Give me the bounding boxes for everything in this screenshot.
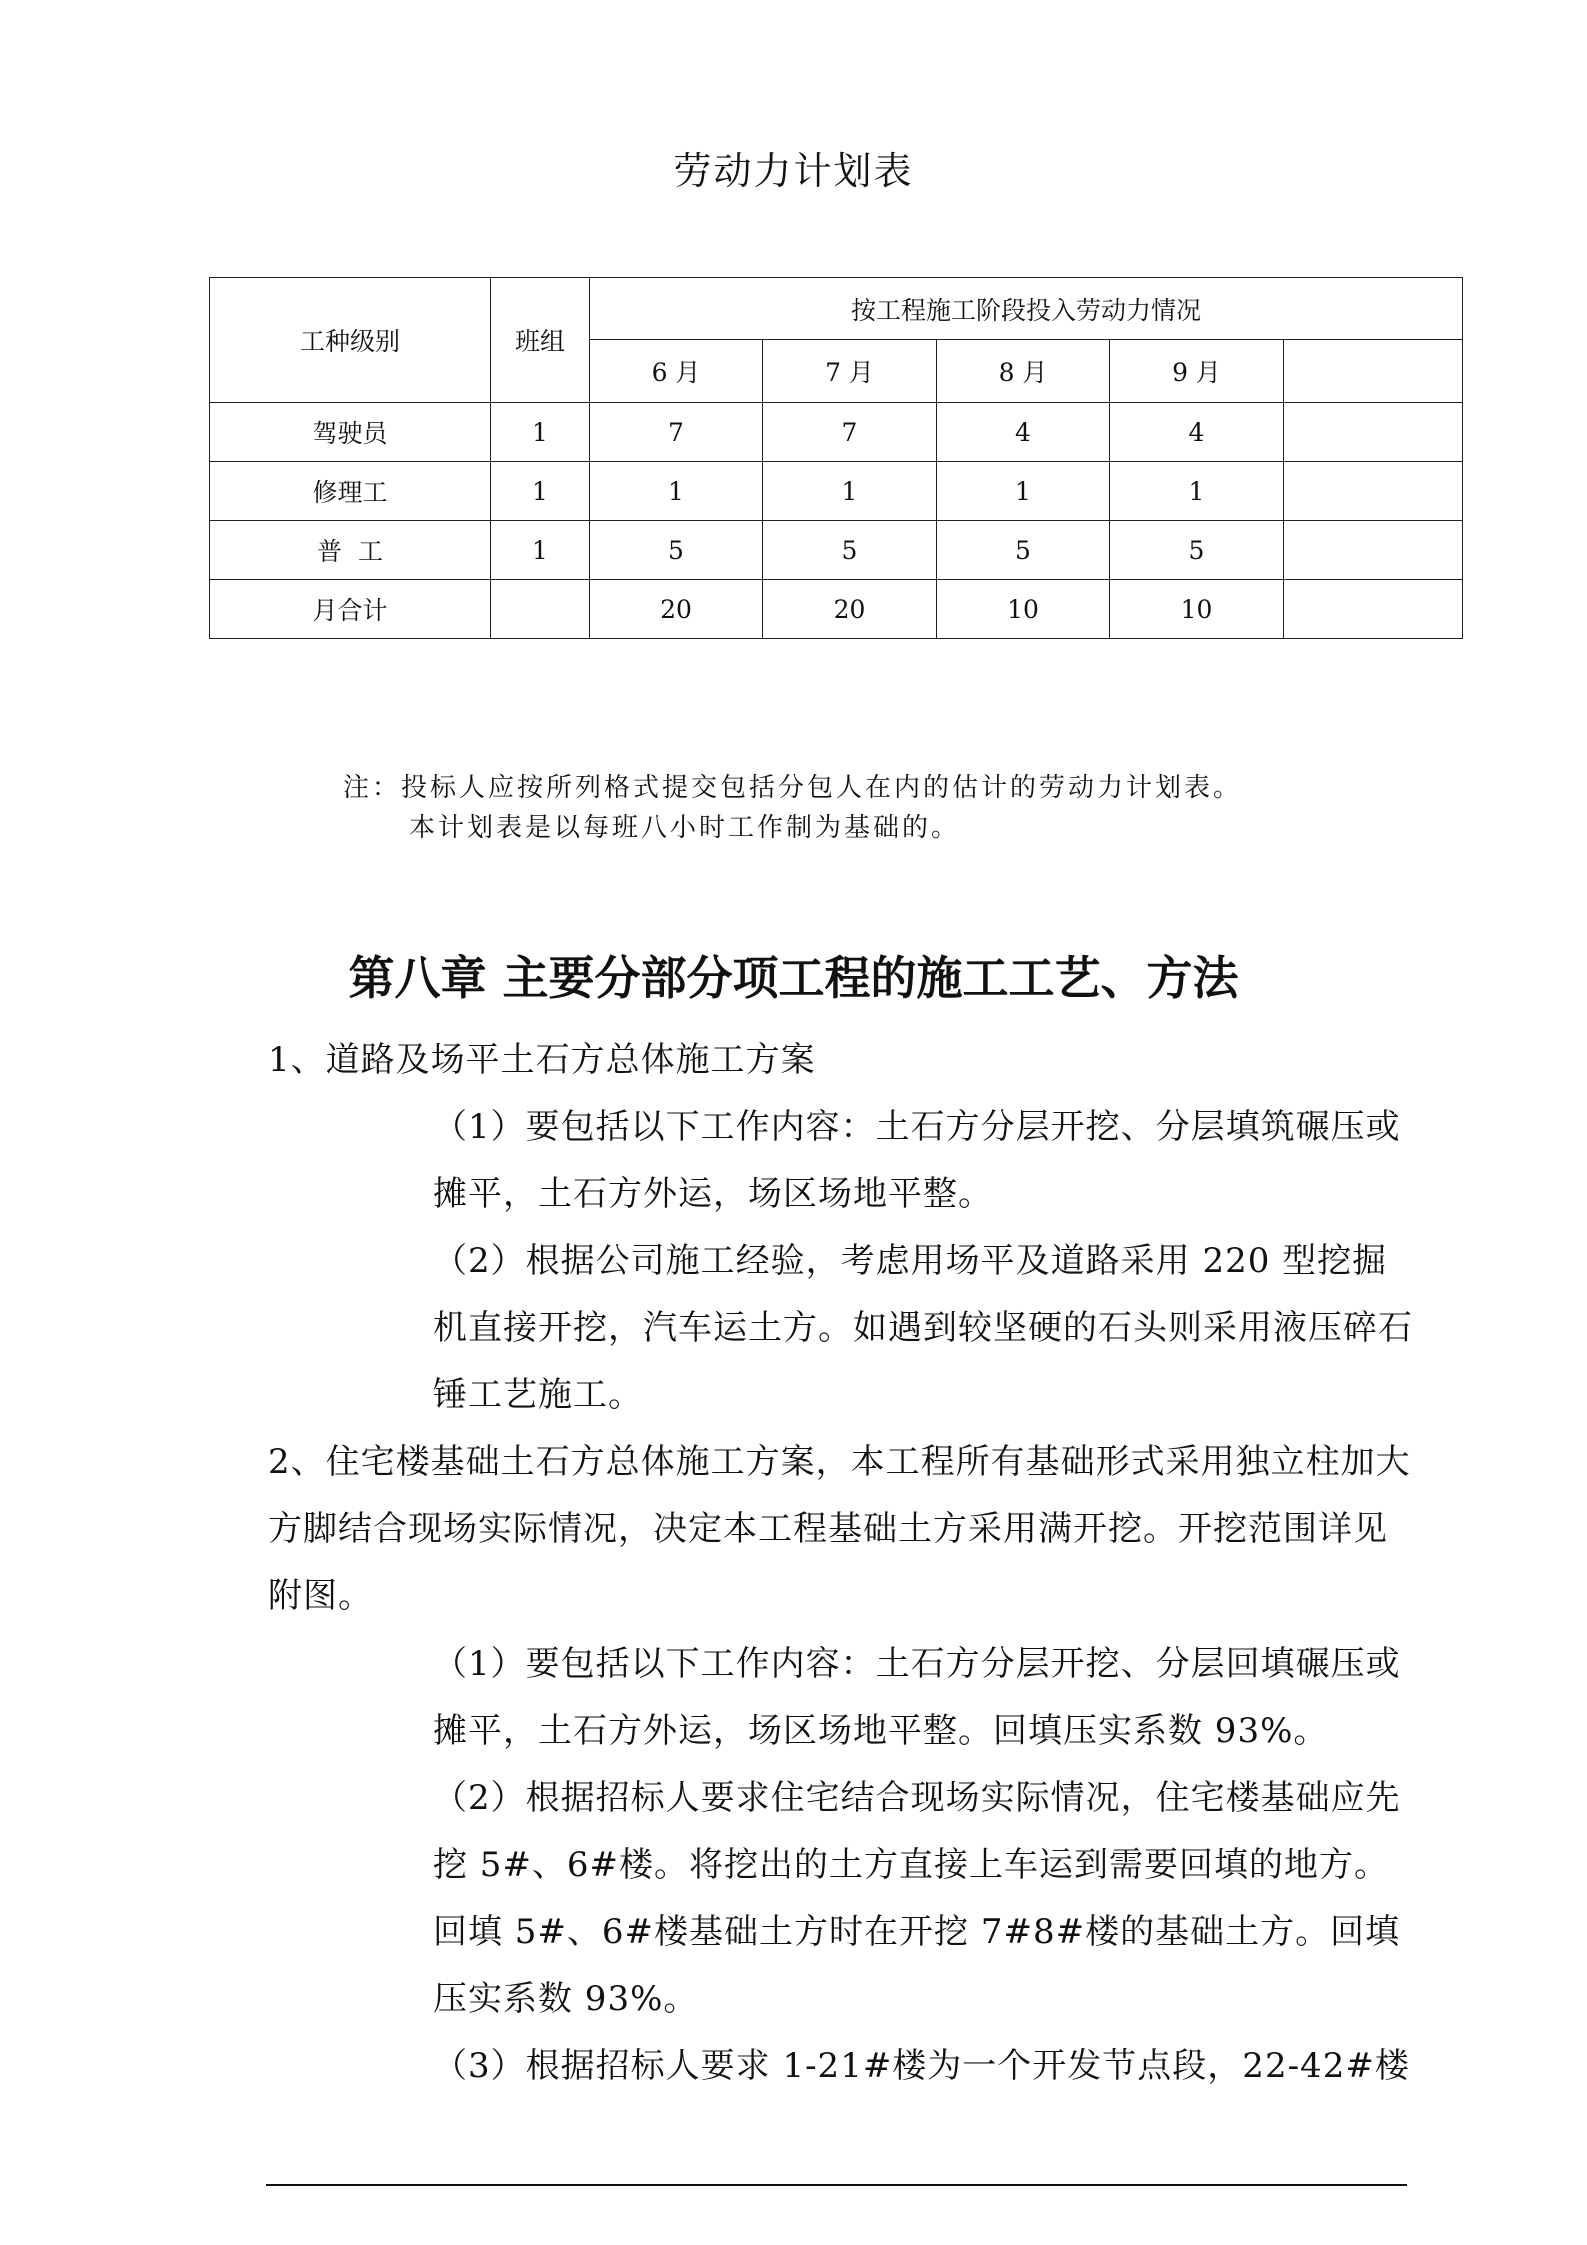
cell-worktype: 月合计: [210, 580, 491, 639]
cell-team: [491, 580, 590, 639]
header-worktype: 工种级别: [210, 278, 491, 403]
cell-value: 1: [590, 462, 763, 521]
cell-value: 7: [763, 403, 937, 462]
header-team: 班组: [491, 278, 590, 403]
chapter-heading: 第八章 主要分部分项工程的施工工艺、方法: [348, 951, 1239, 1005]
section-2-paragraph: 2、住宅楼基础土石方总体施工方案，本工程所有基础形式采用独立柱加大方脚结合现场实际情况，决定本工程基础土方采用满开挖。开挖范围详见附图。: [268, 1442, 1411, 1616]
cell-value: 1: [1110, 462, 1284, 521]
cell-value: 5: [763, 521, 937, 580]
cell-value: 10: [1110, 580, 1284, 639]
cell-value: 5: [1110, 521, 1284, 580]
cell-worktype: 普 工: [210, 521, 491, 580]
cell-team: 1: [491, 462, 590, 521]
cell-value: 20: [590, 580, 763, 639]
header-month: [1284, 340, 1463, 403]
header-month: 6 月: [590, 340, 763, 403]
cell-value: 4: [1110, 403, 1284, 462]
cell-value: [1284, 403, 1463, 462]
header-labor-group: 按工程施工阶段投入劳动力情况: [590, 278, 1463, 340]
section-2-item-2: （2）根据招标人要求住宅结合现场实际情况，住宅楼基础应先挖 5#、6#楼。将挖出的土方直接上车运到需要回填的地方。回填 5#、6#楼基础土方时在开挖 7#8#楼的基础土方。回填压实系数 93%。: [433, 1778, 1401, 2019]
section-1-item-1: （1）要包括以下工作内容：土石方分层开挖、分层填筑碾压或摊平，土石方外运，场区场地平整。: [433, 1107, 1401, 1214]
section-2-item-3: （3）根据招标人要求 1-21#楼为一个开发节点段，22-42#楼: [433, 2046, 1410, 2086]
cell-value: 5: [590, 521, 763, 580]
cell-team: 1: [491, 403, 590, 462]
footer-rule: [266, 2184, 1407, 2186]
labor-plan-table: [209, 277, 1463, 639]
cell-value: [1284, 462, 1463, 521]
cell-worktype: 驾驶员: [210, 403, 491, 462]
section-1-item-2: （2）根据公司施工经验，考虑用场平及道路采用 220 型挖掘机直接开挖，汽车运土方。如遇到较坚硬的石头则采用液压碎石锤工艺施工。: [433, 1241, 1413, 1415]
header-month: 8 月: [937, 340, 1110, 403]
table-row: [210, 521, 1463, 580]
cell-value: 5: [937, 521, 1110, 580]
header-month: 9 月: [1110, 340, 1284, 403]
table-row: [210, 462, 1463, 521]
table-title: 劳动力计划表: [673, 149, 914, 193]
note-line-2: 本计划表是以每班八小时工作制为基础的。: [409, 813, 961, 843]
cell-value: 10: [937, 580, 1110, 639]
header-month: 7 月: [763, 340, 937, 403]
cell-value: 4: [937, 403, 1110, 462]
cell-value: [1284, 580, 1463, 639]
table-row: [210, 580, 1463, 639]
section-1-heading: 1、道路及场平土石方总体施工方案: [268, 1040, 816, 1080]
note-line-1: 注：投标人应按所列格式提交包括分包人在内的估计的劳动力计划表。: [343, 773, 1243, 803]
table-row: [210, 403, 1463, 462]
cell-worktype: 修理工: [210, 462, 491, 521]
cell-value: 7: [590, 403, 763, 462]
cell-value: 1: [763, 462, 937, 521]
table-note: [343, 768, 1242, 848]
cell-value: 20: [763, 580, 937, 639]
cell-team: 1: [491, 521, 590, 580]
cell-value: 1: [937, 462, 1110, 521]
section-2-item-1: （1）要包括以下工作内容：土石方分层开挖、分层回填碾压或摊平，土石方外运，场区场地平整。回填压实系数 93%。: [433, 1644, 1401, 1751]
cell-value: [1284, 521, 1463, 580]
